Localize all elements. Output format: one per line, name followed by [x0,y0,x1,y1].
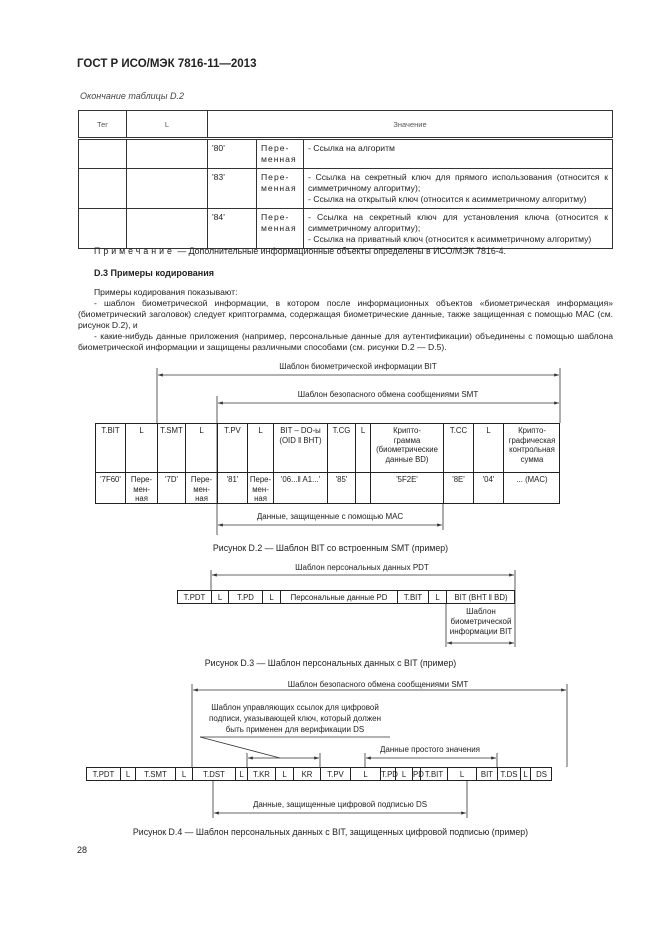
header-value: Значение [208,111,613,139]
structure-cell: L [520,768,530,780]
structure-cell: Персональные данные PD [280,591,397,603]
figure-d4-caption: Рисунок D.4 — Шаблон персональных данных с BIT, защищенных цифровой подписью (пример) [132,827,529,837]
header-tag: Тег [79,111,127,139]
value-line: - Ссылка на секретный ключ для прямого использования (относится к симметричному алгоритму); [308,172,608,193]
table-caption: Окончание таблицы D.2 [80,91,184,101]
bit-template-label: Шаблон биометрической информации BIT [449,607,513,636]
page-number: 28 [77,845,88,855]
value-line: - Ссылка на открытый ключ (относится к асимметричному алгоритму) [308,194,587,204]
structure-cell: L [355,424,370,472]
smt-template-label: Шаблон безопасного обмена сообщениями SMT [297,390,479,399]
structure-cell: L [275,768,293,780]
figure-d3-caption: Рисунок D.3 — Шаблон персональных данных с BIT (пример) [204,658,457,668]
structure-cell: BIT – DO-ы (OID ‖ BHT) [273,424,327,472]
subtag-cell: '84' [208,209,257,249]
structure-cell: Пере- мен- ная [185,473,217,503]
table-note: Примечание — Дополнительные информационные объекты определены в ИСО/МЭК 7816-4. [94,246,506,256]
structure-cell: T.PV [217,424,247,472]
structure-cell: PD [413,770,424,779]
structure-cell: L [428,591,446,603]
length-cell [127,139,208,169]
pdt-template-label: Шаблон персональных данных PDT [295,563,429,572]
value-cell [304,169,613,209]
tag-cell [79,139,127,169]
document-header: ГОСТ Р ИСО/МЭК 7816-11—2013 [77,58,257,70]
simple-value-label: Данные простого значения [380,745,480,754]
section-title: D.3 Примеры кодирования [94,268,214,278]
structure-cell: T.BIT [397,591,428,603]
paragraph: - какие-нибудь данные приложения (например, персональные данные для аутентификации) объединены с помощью шаблона биометрической информации и защищены различными способами (см. рисунки D.2 — D.5). [78,331,613,352]
paragraph: - шаблон биометрической информации, в котором после информационных объектов «биометрическая информация» (биометрический заголовок) следует криптограмма, содержащая биометрические данные, также защищенная с помощью МАС (см. рисунок D.2), и [78,298,613,330]
length-cell [127,169,208,209]
sublength-cell: Перe-менная [257,209,304,249]
structure-row [86,767,552,781]
structure-cell: Пере- мен- ная [125,473,157,503]
structure-cell: L [175,768,192,780]
structure-cell: L [262,591,280,603]
sublength-cell: Перe-менная [257,139,304,169]
structure-cell: Крипто- графическая контрольная сумма [503,424,560,472]
header-l: L [127,111,208,139]
structure-cell: '04' [473,473,503,503]
structure-cell: BIT (BHT ‖ BD) [446,591,515,603]
structure-cell: '81' [217,473,247,503]
table-row [79,169,613,209]
structure-cell: BIT [476,768,497,780]
structure-cell: KR [293,768,320,780]
structure-cell: T.DST [192,768,235,780]
value-line: - Ссылка на приватный ключ (относится к асимметричному алгоритму) [308,234,592,244]
structure-cell: T.PD [381,770,398,779]
sublength-cell: Перe-менная [257,169,304,209]
structure-cell: L [350,768,380,780]
subtag-cell: '80' [208,139,257,169]
table-row [79,209,613,249]
structure-cell: T.CC [443,424,473,472]
structure-cell: T.DS [497,768,520,780]
structure-row [95,472,560,504]
structure-cell: T.BIT [420,768,447,780]
value-line: - Ссылка на алгоритм [308,143,395,153]
structure-cell: L [247,424,273,472]
structure-cell: T.SMT [157,424,185,472]
section-text [78,287,613,353]
structure-cell: T.PV [320,768,350,780]
structure-cell: '7D' [157,473,185,503]
structure-row [95,423,560,473]
crt-template-label: Шаблон управляющих ссылок для цифровой подписи, указывающей ключ, который должен быть применен для верификации DS [209,703,381,734]
table-d2 [78,110,613,249]
structure-cell: T.PD [228,591,262,603]
structure-cell: L [120,768,135,780]
smt-template-label: Шаблон безопасного обмена сообщениями SMT [287,680,469,689]
structure-cell: T.BIT [95,424,125,472]
tag-cell [79,209,127,249]
structure-cell: ... (MAC) [503,473,560,503]
value-line: - Ссылка на секретный ключ для установления ключа (относится к симметричному алгоритму); [308,212,608,233]
value-cell [304,209,613,249]
structure-cell: L [395,768,412,780]
structure-cell: DS [530,768,552,780]
structure-cell: L [125,424,157,472]
bit-template-label: Шаблон биометрической информации BIT [279,362,437,371]
structure-cell: T.PDT [86,768,120,780]
structure-cell: T.PDT [177,591,211,603]
mac-data-label: Данные, защищенные с помощью МАС [256,512,404,521]
table-row [79,139,613,169]
paragraph: Примеры кодирования показывают: [94,287,238,297]
ds-data-label: Данные, защищенные цифровой подписью DS [252,800,428,809]
figure-d2-caption: Рисунок D.2 — Шаблон BIT со встроенным SMT (пример) [212,543,449,553]
structure-cell: '06...‖ A1...' [273,473,327,503]
structure-cell: '5F2E' [370,473,443,503]
structure-cell: L [473,424,503,472]
structure-cell: L [235,768,247,780]
subtag-cell: '83' [208,169,257,209]
structure-row [177,590,515,604]
structure-cell: L [185,424,217,472]
structure-cell: L [211,591,228,603]
structure-cell: '7F60' [95,473,125,503]
value-cell [304,139,613,169]
structure-cell: T.KR [247,768,275,780]
tag-cell [79,169,127,209]
structure-cell [355,473,370,503]
structure-cell: '8E' [443,473,473,503]
structure-cell: T.CG [327,424,355,472]
structure-cell: Пере- мен- ная [247,473,273,503]
structure-cell: '85' [327,473,355,503]
length-cell [127,209,208,249]
structure-cell: L [447,768,476,780]
structure-cell: T.SMT [135,768,175,780]
structure-cell: Крипто- грамма (биометрические данные BD) [370,424,443,472]
